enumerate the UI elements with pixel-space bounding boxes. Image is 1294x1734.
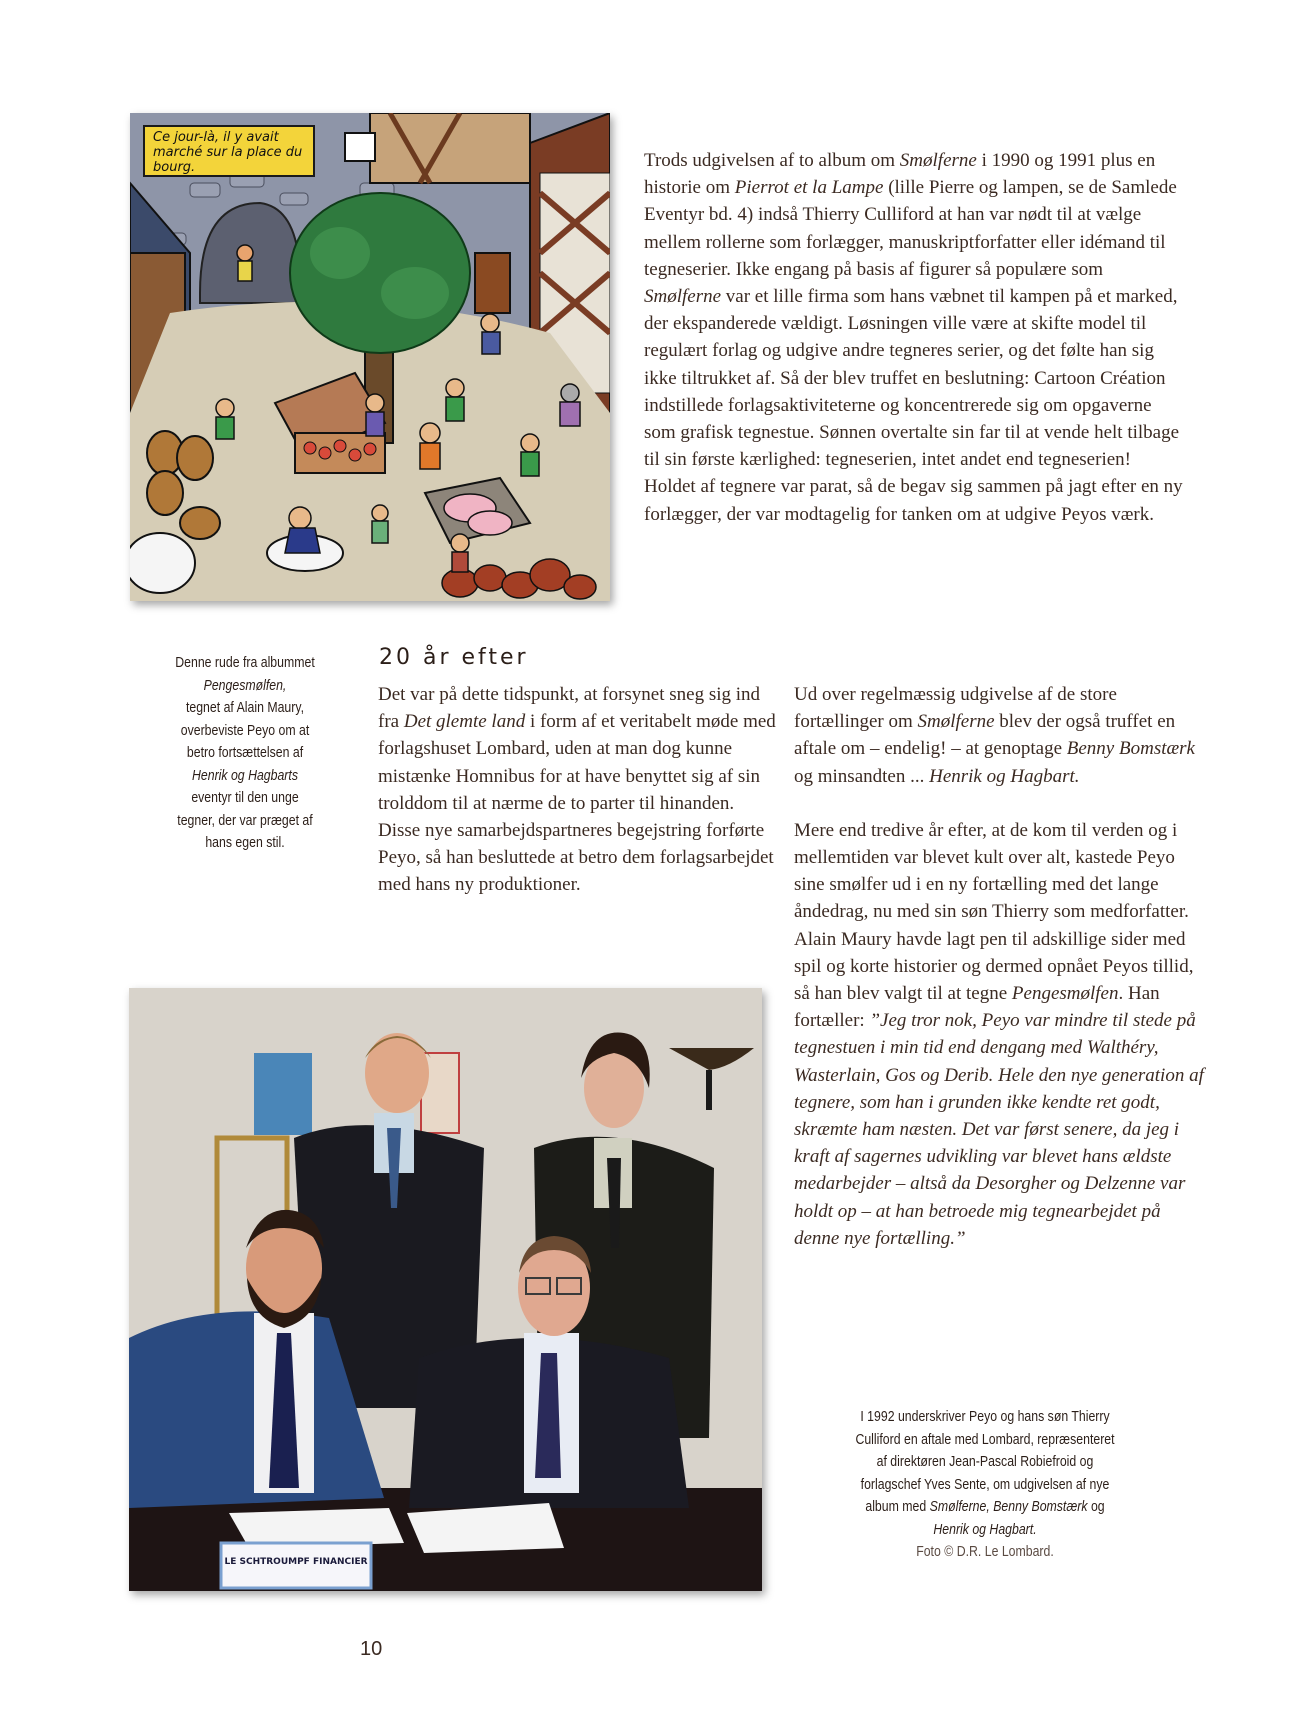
text-run: Trods udgivelsen af to album om — [644, 150, 900, 171]
italic-title-pierrot: Pierrot et la Lampe — [734, 177, 884, 199]
page-number: 10 — [360, 1638, 383, 1660]
section-paragraph-3 — [794, 817, 1204, 1252]
caption-line: tegnet af Alain Maury, overbeviste Peyo om at betro fortsættelsen af — [180, 699, 310, 761]
signing-photo — [129, 988, 762, 1591]
text-run: . Han fortæller: — [794, 983, 1160, 1032]
intro-paragraph — [644, 147, 1184, 528]
caption-line: Denne rude fra albummet — [175, 654, 315, 671]
caption-italic-titles: Smølferne, Benny Bomstærk — [929, 1498, 1088, 1515]
text-run: i 1990 og 1991 plus en historie om — [644, 150, 1156, 199]
italic-title-smolferne: Smølferne — [917, 711, 995, 733]
market-square-illustration — [130, 113, 610, 601]
caption-italic-title: Pengesmølfen, — [203, 676, 287, 694]
text-run: Ud over regelmæssig udgivelse af de store fortællinger om — [794, 684, 1117, 733]
italic-title-det-glemte-land: Det glemte land — [403, 711, 526, 733]
italic-title-benny: Benny Bomstærk — [1066, 738, 1195, 760]
comic-caption-box: Ce jour-là, il y avait marché sur la place du bourg. — [143, 125, 315, 177]
caption-italic-title: Henrik og Hagbarts — [192, 766, 298, 784]
photo-caption — [850, 1406, 1121, 1564]
comic-caption — [134, 652, 355, 855]
caption-italic-title: Henrik og Hagbart. — [933, 1520, 1037, 1538]
text-run: (lille Pierre og lampen, se de Samlede Eventyr bd. 4) indså Thierry Culliford at han var nødt til at vælge mellem rollerne som forlægger, manuskriptforfatter eller idémand til tegneserier. Ikke engang på basis af figurer så populære som — [644, 177, 1177, 280]
text-run: var et lille firma som hans væbnet til kampen på et marked, der ekspanderede vældigt. Løsningen ville være at skifte model til regulært forlag og udgive andre tegneres serier, og det følte han sig ikke tiltrukket af. Så der blev truffet en beslutning: Cartoon Création indstillede forlagsaktiviteterne og koncentrerede sig om opgaverne som grafisk tegnestue. Sønnen overtalte sin far til at vende helt tilbage til sin første kærlighed: tegneserien, intet andet end tegneserien! Holdet af tegnere var parat, så de begav sig sammen på jagt efter en ny forlægger, der var modtagelig for tanken om at udgive Peyos værk. — [644, 286, 1183, 525]
caption-text: og — [1087, 1498, 1105, 1515]
section-paragraph-2 — [794, 681, 1204, 790]
text-run: Det var på dette tidspunkt, at forsynet sneg sig ind fra — [378, 684, 761, 733]
text-run: i form af et veritabelt møde med forlagshuset Lombard, uden at man dog kunne mistænke Homnibus for at have benyttet sig af sin trolddom til at nærme de to parter til hinanden. Disse nye samarbejdspartneres begejstring forførte Peyo, så han besluttede at betro dem forlagsarbejdet med hans ny produktioner. — [378, 711, 776, 896]
caption-text: I 1992 underskriver Peyo og hans søn Thierry Culliford en aftale med Lombard, repræsenteret af direktøren Jean-Pascal Robiefroid og forlagschef Yves Sente, om udgivelsen af nye album med — [855, 1408, 1115, 1515]
italic-quote: ”Jeg tror nok, Peyo var mindre til stede på tegnestuen i min tid end dengang med Walthéry, Wasterlain, Gos og Derib. Hele den nye generation af tegnere, som han i grunden ikke kendte ret godt, skræmte ham næsten. Det var først senere, da jeg i kraft af sagernes udvikling var blevet hans ældste medarbejder – altså da Desorgher og Delzenne var holdt op – at han betroede mig tegnearbejdet på denne nye fortælling.” — [794, 1010, 1204, 1249]
text-run: blev der også truffet en aftale om – endelig! – at genoptage — [794, 711, 1176, 760]
italic-title-pengesmolfen: Pengesmølfen — [1011, 983, 1119, 1005]
section-heading: 20 år efter — [379, 645, 529, 670]
desk-document-title: LE SCHTROUMPF FINANCIER — [224, 1557, 368, 1567]
italic-title-henrik: Henrik og Hagbart. — [929, 765, 1080, 787]
caption-line: eventyr til den unge tegner, der var præget af hans egen stil. — [177, 789, 313, 851]
four-men-signing-illustration — [129, 988, 762, 1591]
italic-title-smolferne: Smølferne — [644, 286, 722, 308]
comic-panel-image — [130, 113, 610, 601]
right-column — [794, 681, 1204, 1252]
photo-credit: Foto © D.R. Le Lombard. — [916, 1543, 1054, 1560]
text-run: Mere end tredive år efter, at de kom til verden og i mellemtiden var blevet kult over alt, kastede Peyo sine smølfer ud i en ny fortælling med det lange åndedrag, nu med sin søn Thierry som medforfatter. Alain Maury havde lagt pen til adskillige sider med spil og korte historier og dermed opnået Peyos tillid, så han blev valgt til at tegne — [794, 819, 1194, 1005]
italic-title-smolferne: Smølferne — [899, 150, 977, 171]
text-run: og minsandten ... — [794, 765, 930, 787]
section-paragraph-1 — [378, 681, 778, 899]
